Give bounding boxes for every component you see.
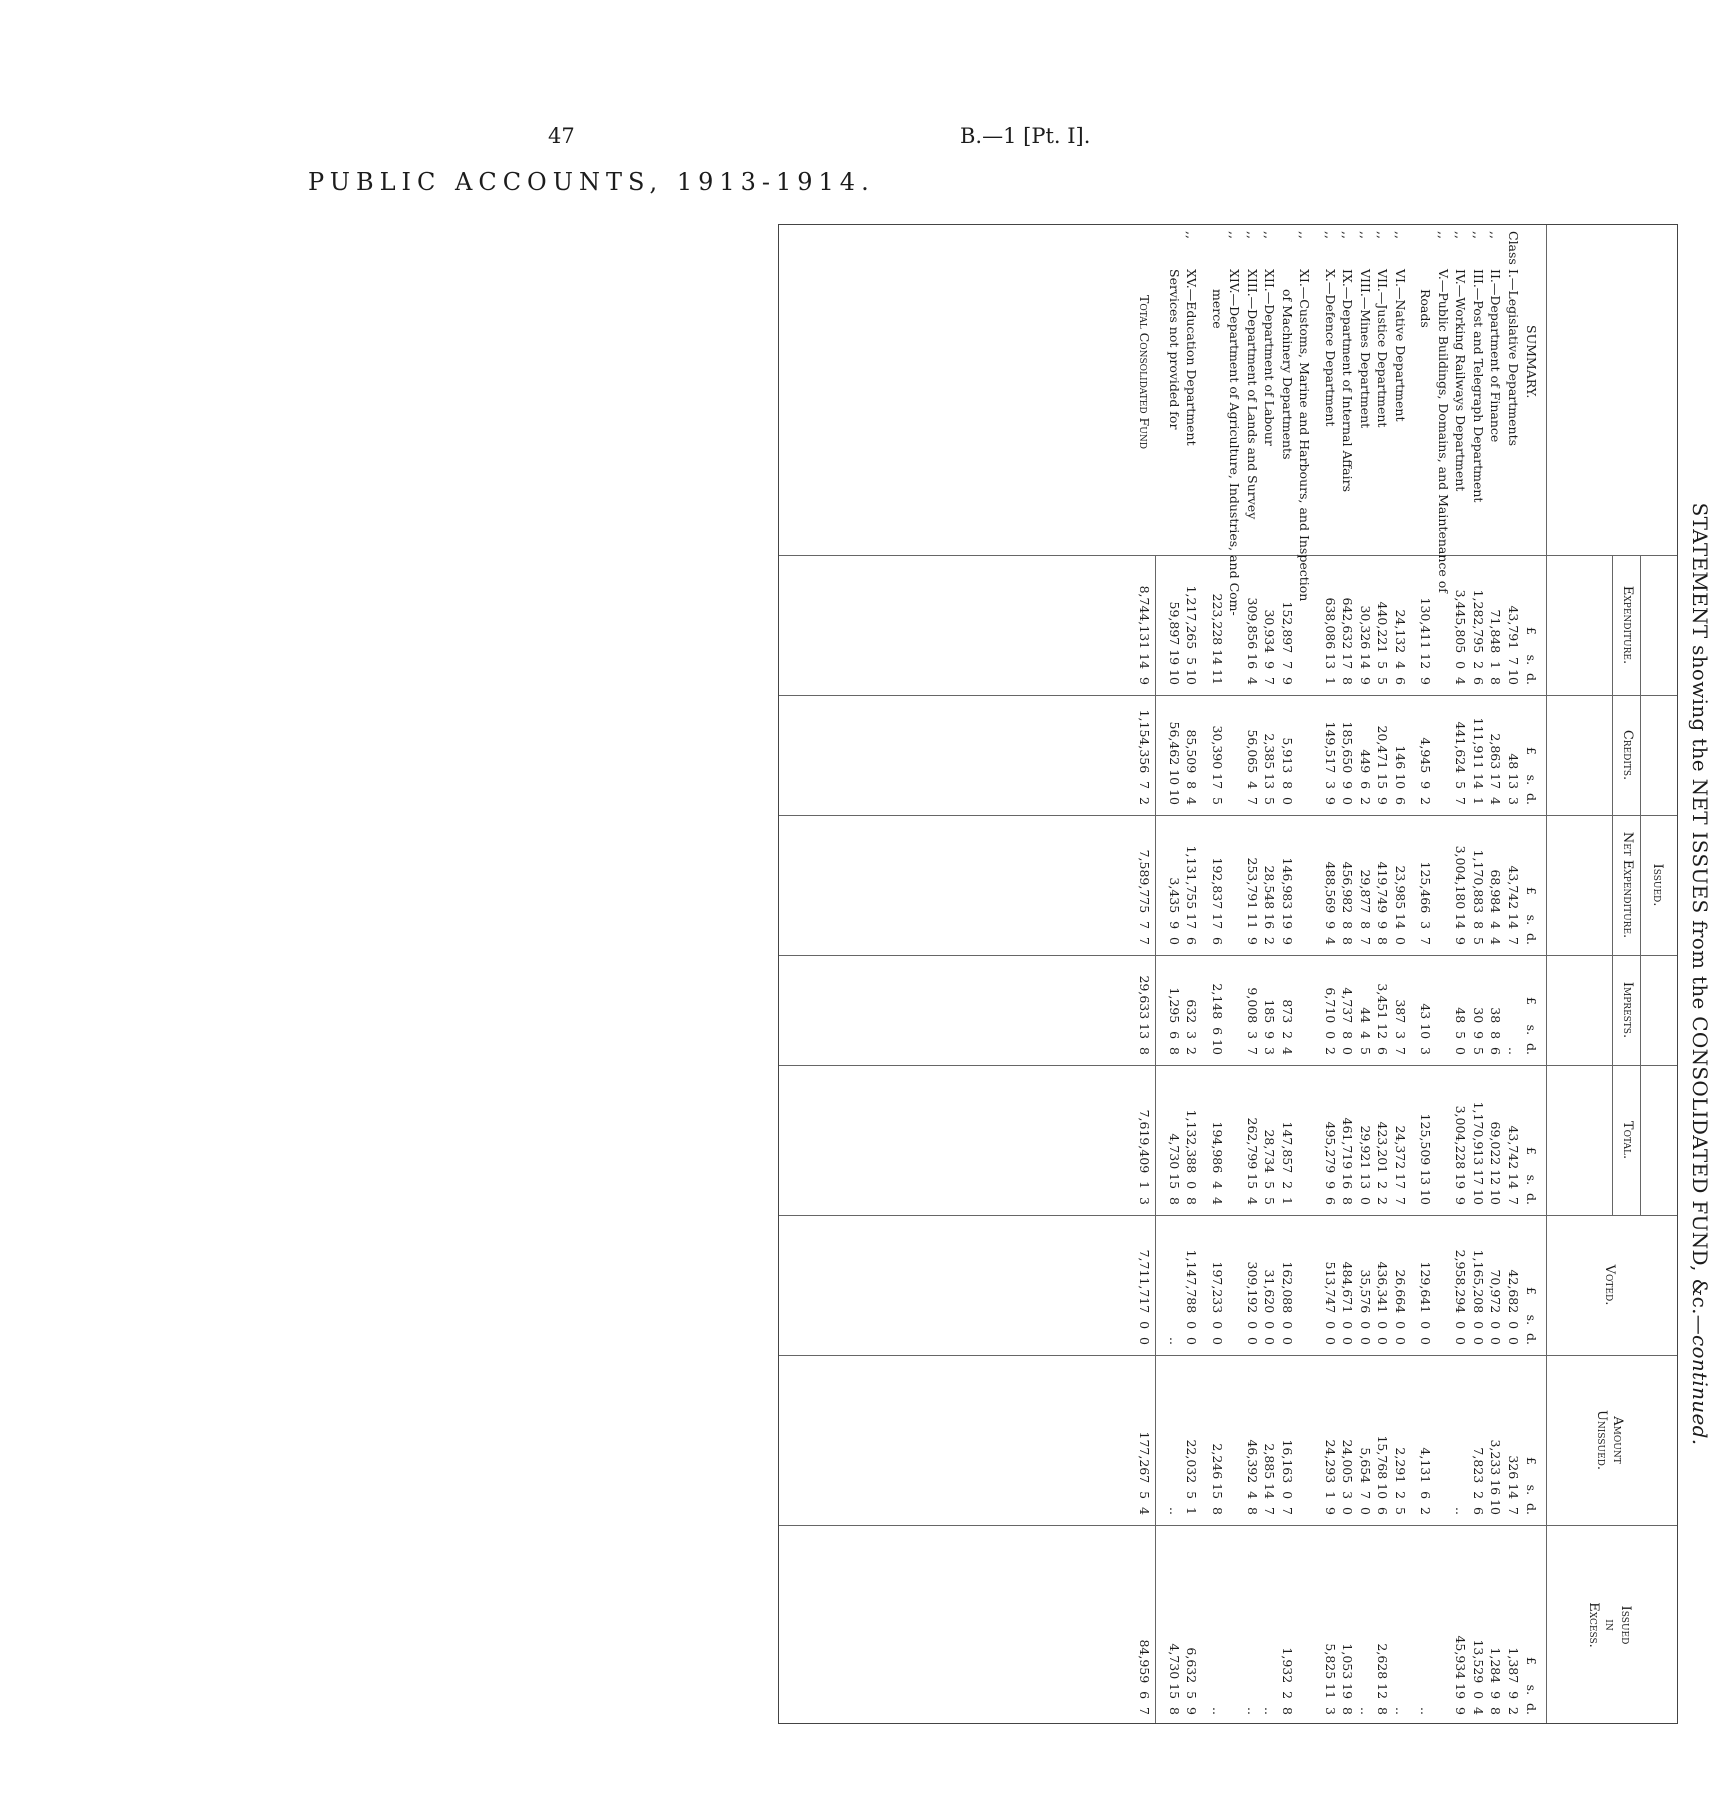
statement-heading-continued: continued. [1688, 1335, 1712, 1446]
table-cell: 326 14 7 [1506, 1455, 1521, 1515]
header-rule [1546, 225, 1547, 1723]
table-cell: 3,004,180 14 9 [1453, 845, 1469, 945]
table-cell: 185,650 9 0 [1340, 721, 1356, 805]
summary-heading: SUMMARY. [1524, 325, 1539, 399]
units-label: £ s. d. [1524, 1456, 1539, 1515]
table-cell: .. [1167, 1337, 1182, 1345]
row-label: VIII.—Mines Department [1358, 269, 1373, 429]
table-cell: 3,004,228 19 9 [1453, 1105, 1469, 1205]
table-cell: 7,823 2 6 [1471, 1447, 1486, 1515]
table-cell: 1,131,755 17 6 [1184, 845, 1200, 945]
total-label: Total Consolidated Fund [1137, 295, 1153, 449]
table-cell: 423,201 2 2 [1375, 1121, 1391, 1205]
table-cell: 1,295 6 8 [1167, 987, 1182, 1055]
table-cell: 2,246 15 8 [1210, 1443, 1225, 1515]
table-cell: 71,848 1 8 [1488, 609, 1504, 685]
row-label: V.—Public Buildings, Domains, and Maintenance of [1436, 269, 1451, 593]
table-cell: 1,932 2 8 [1280, 1647, 1295, 1715]
table-cell: .. [1506, 1047, 1521, 1055]
table-cell: 130,411 12 9 [1418, 597, 1434, 685]
table-cell: 4,730 15 8 [1167, 1643, 1182, 1715]
table-cell: 642,632 17 8 [1340, 597, 1356, 685]
table-cell: 495,279 9 6 [1323, 1121, 1338, 1205]
table-cell: 1,282,795 2 6 [1471, 589, 1486, 685]
amount-unissued-header-2: Unissued. [1594, 1409, 1609, 1471]
table-cell: 23,985 14 0 [1393, 865, 1408, 945]
table-cell: 194,986 4 4 [1210, 1121, 1225, 1205]
total-header: Total. [1620, 1120, 1635, 1160]
column-divider [779, 815, 1677, 816]
statement-table [778, 224, 1678, 1724]
row-class-prefix: Class [1506, 231, 1521, 265]
table-cell: 513,747 0 0 [1323, 1261, 1338, 1345]
statement-heading [1688, 224, 1712, 1724]
units-label: £ s. d. [1524, 886, 1539, 945]
row-label: II.—Department of Finance [1488, 269, 1504, 443]
table-cell: 68,984 4 4 [1488, 869, 1504, 945]
table-cell: 9,008 3 7 [1245, 987, 1260, 1055]
row-label: XIV.—Department of Agriculture, Industries, and Com- [1227, 269, 1243, 616]
table-cell: 38 8 6 [1488, 1007, 1504, 1055]
table-cell: .. [1262, 1707, 1278, 1715]
page-title: PUBLIC ACCOUNTS, 1913-1914. [308, 168, 875, 196]
row-label-continued: of Machinery Departments [1280, 289, 1295, 460]
table-cell: 2,958,294 0 0 [1453, 1249, 1469, 1345]
table-cell: 461,719 16 8 [1340, 1117, 1356, 1205]
table-cell: 4,131 6 2 [1418, 1447, 1434, 1515]
table-cell: 436,341 0 0 [1375, 1261, 1391, 1345]
table-cell: 1,170,883 8 5 [1471, 849, 1486, 945]
table-cell: 1,147,788 0 0 [1184, 1249, 1200, 1345]
row-label: VI.—Native Department [1393, 269, 1408, 422]
units-label: £ s. d. [1524, 996, 1539, 1055]
row-class-prefix: ,, [1488, 231, 1504, 239]
table-cell: 2,385 13 5 [1262, 733, 1278, 805]
table-cell: 30,390 17 5 [1210, 725, 1225, 805]
table-cell: 1,132,388 0 8 [1184, 1109, 1200, 1205]
table-cell: 2,148 6 10 [1210, 983, 1225, 1055]
table-cell: 2,885 14 7 [1262, 1443, 1278, 1515]
table-cell: 69,022 12 10 [1488, 1121, 1504, 1205]
table-cell: 2,291 2 5 [1393, 1447, 1408, 1515]
table-cell: 26,664 0 0 [1393, 1269, 1408, 1345]
table-cell: 5,654 7 0 [1358, 1447, 1373, 1515]
table-cell: 632 3 2 [1184, 999, 1200, 1055]
table-cell: 3,445,805 0 4 [1453, 589, 1469, 685]
table-cell: 309,856 16 4 [1245, 597, 1260, 685]
column-divider [779, 1215, 1677, 1216]
table-cell: 28,548 16 2 [1262, 865, 1278, 945]
table-cell: 46,392 4 8 [1245, 1439, 1260, 1515]
row-label: III.—Post and Telegraph Department [1471, 269, 1486, 503]
row-class-prefix: ,, [1262, 231, 1278, 239]
row-label: IX.—Department of Internal Affairs [1340, 269, 1356, 492]
net-expenditure-header: Net Expenditure. [1620, 831, 1635, 939]
table-cell: 185 9 3 [1262, 999, 1278, 1055]
table-cell: 223,228 14 11 [1210, 593, 1225, 685]
table-cell: 484,671 0 0 [1340, 1261, 1356, 1345]
table-cell: 28,734 5 5 [1262, 1129, 1278, 1205]
row-class-prefix: ,, [1393, 231, 1408, 239]
table-cell: 6,632 5 9 [1184, 1647, 1200, 1715]
table-cell: 70,972 0 0 [1488, 1269, 1504, 1345]
total-cell: 7,589,775 7 7 [1137, 849, 1153, 945]
row-label: XII.—Department of Labour [1262, 269, 1278, 446]
table-cell: 3,435 9 0 [1167, 877, 1182, 945]
row-label: I.—Legislative Departments [1506, 269, 1521, 447]
row-label-continued: merce [1210, 289, 1225, 329]
table-cell: 29,877 8 7 [1358, 869, 1373, 945]
voted-header: Voted. [1602, 1264, 1617, 1306]
page-number: 47 [548, 124, 575, 148]
table-cell: 43,742 14 7 [1506, 1125, 1521, 1205]
total-rule [1156, 555, 1157, 1723]
table-cell: 45,934 19 9 [1453, 1635, 1469, 1715]
table-cell: 4,945 9 2 [1418, 737, 1434, 805]
table-cell: .. [1245, 1707, 1260, 1715]
table-cell: 85,509 8 4 [1184, 729, 1200, 805]
row-label-continued: Roads [1418, 289, 1434, 328]
table-cell: 1,387 9 2 [1506, 1647, 1521, 1715]
page-reference: B.—1 [Pt. I]. [960, 124, 1091, 148]
table-cell: 30,934 9 7 [1262, 609, 1278, 685]
row-class-prefix: ,, [1323, 231, 1338, 239]
table-cell: 43,742 14 7 [1506, 865, 1521, 945]
total-cell: 1,154,356 7 2 [1137, 709, 1153, 805]
units-label: £ s. d. [1524, 1146, 1539, 1205]
table-cell: 309,192 0 0 [1245, 1261, 1260, 1345]
table-cell: 125,509 13 10 [1418, 1113, 1434, 1205]
total-cell: 7,619,409 1 3 [1137, 1109, 1153, 1205]
sub-rule [1612, 555, 1613, 1215]
table-cell: 441,624 5 7 [1453, 721, 1469, 805]
table-cell: 43,791 7 10 [1506, 605, 1521, 685]
table-cell: 48 13 3 [1506, 753, 1521, 805]
table-cell: 1,165,208 0 0 [1471, 1249, 1486, 1345]
table-cell: 20,471 15 9 [1375, 725, 1391, 805]
table-cell: 262,799 15 4 [1245, 1117, 1260, 1205]
column-divider [779, 1525, 1677, 1526]
units-label: £ s. d. [1524, 746, 1539, 805]
table-cell: 111,911 14 1 [1471, 717, 1486, 805]
table-cell: 43 10 3 [1418, 1003, 1434, 1055]
table-cell: .. [1393, 1707, 1408, 1715]
table-cell: 15,768 10 6 [1375, 1435, 1391, 1515]
total-cell: 177,267 5 4 [1137, 1431, 1153, 1515]
amount-unissued-header-1: Amount [1610, 1416, 1625, 1464]
credits-header: Credits. [1620, 729, 1635, 781]
table-cell: 30,326 14 9 [1358, 605, 1373, 685]
table-cell: 129,641 0 0 [1418, 1261, 1434, 1345]
issued-in-excess-header-1: Issued [1618, 1605, 1633, 1645]
table-cell: 1,170,913 17 10 [1471, 1101, 1486, 1205]
total-cell: 84,959 6 7 [1137, 1639, 1153, 1715]
row-class-prefix: ,, [1471, 231, 1486, 239]
table-cell: 2,863 17 4 [1488, 733, 1504, 805]
table-cell: 44 4 5 [1358, 1007, 1373, 1055]
table-cell: 24,132 4 6 [1393, 609, 1408, 685]
table-cell: 2,628 12 8 [1375, 1643, 1391, 1715]
column-divider [779, 1355, 1677, 1356]
table-cell: 449 6 2 [1358, 749, 1373, 805]
issued-in-excess-header-2: in [1602, 1619, 1617, 1631]
table-cell: .. [1453, 1507, 1469, 1515]
table-cell: 24,372 17 7 [1393, 1125, 1408, 1205]
table-cell: .. [1418, 1707, 1434, 1715]
table-cell: 456,982 8 8 [1340, 861, 1356, 945]
row-class-prefix: ,, [1297, 231, 1313, 239]
total-cell: 7,711,717 0 0 [1137, 1249, 1153, 1345]
row-label: VII.—Justice Department [1375, 269, 1391, 428]
issued-in-excess-header-3: Excess. [1586, 1602, 1601, 1648]
row-class-prefix: ,, [1453, 231, 1469, 239]
units-label: £ s. d. [1524, 1656, 1539, 1715]
table-cell: 162,088 0 0 [1280, 1261, 1295, 1345]
table-cell: 192,837 17 6 [1210, 857, 1225, 945]
issued-rule [1640, 555, 1641, 1215]
table-cell: 873 2 4 [1280, 999, 1295, 1055]
table-cell: 42,682 0 0 [1506, 1269, 1521, 1345]
table-cell: 22,032 5 1 [1184, 1439, 1200, 1515]
table-cell: 638,086 13 1 [1323, 597, 1338, 685]
units-label: £ s. d. [1524, 1286, 1539, 1345]
table-cell: 3,451 12 6 [1375, 983, 1391, 1055]
row-label: IV.—Working Railways Department [1453, 269, 1469, 492]
column-divider [779, 1065, 1677, 1066]
table-cell: 125,466 3 7 [1418, 861, 1434, 945]
row-class-prefix: ,, [1340, 231, 1356, 239]
column-divider [779, 955, 1677, 956]
table-cell: 1,217,265 5 10 [1184, 585, 1200, 685]
table-cell: 13,529 0 4 [1471, 1639, 1486, 1715]
table-cell: 56,065 4 7 [1245, 729, 1260, 805]
table-cell: 29,921 13 0 [1358, 1125, 1373, 1205]
table-cell: 3,233 16 10 [1488, 1439, 1504, 1515]
total-cell: 29,633 13 8 [1137, 975, 1153, 1055]
statement-heading-text: STATEMENT showing the NET ISSUES from the CONSOLIDATED FUND, &c.— [1688, 502, 1712, 1336]
table-cell: 31,620 0 0 [1262, 1269, 1278, 1345]
units-label: £ s. d. [1524, 626, 1539, 685]
table-cell: 5,825 11 3 [1323, 1643, 1338, 1715]
table-cell: 6,710 0 2 [1323, 987, 1338, 1055]
table-cell: 387 3 7 [1393, 999, 1408, 1055]
row-label: X.—Defence Department [1323, 269, 1338, 427]
table-cell: 147,857 2 1 [1280, 1121, 1295, 1205]
table-cell: 4,737 8 0 [1340, 987, 1356, 1055]
row-label: XI.—Customs, Marine and Harbours, and Inspection [1297, 269, 1313, 602]
table-cell: 48 5 0 [1453, 1007, 1469, 1055]
table-cell: 30 9 5 [1471, 1007, 1486, 1055]
column-divider [779, 695, 1677, 696]
table-cell: 1,284 9 8 [1488, 1647, 1504, 1715]
issued-header: Issued. [1650, 863, 1665, 907]
row-label: Services not provided for [1167, 269, 1182, 430]
row-class-prefix: ,, [1245, 231, 1260, 239]
table-cell: 146 10 6 [1393, 745, 1408, 805]
table-cell: .. [1358, 1707, 1373, 1715]
table-cell: 56,462 10 10 [1167, 721, 1182, 805]
table-cell: 24,005 3 0 [1340, 1439, 1356, 1515]
table-cell: 59,897 19 10 [1167, 601, 1182, 685]
table-cell: .. [1210, 1707, 1225, 1715]
row-class-prefix: ,, [1227, 231, 1243, 239]
row-label: XV.—Education Department [1184, 269, 1200, 446]
rotated-statement [750, 224, 1712, 1724]
row-class-prefix: ,, [1436, 231, 1451, 239]
table-cell: 16,163 0 7 [1280, 1439, 1295, 1515]
row-class-prefix: ,, [1184, 231, 1200, 239]
table-cell: 146,983 19 9 [1280, 857, 1295, 945]
table-cell: 440,221 5 5 [1375, 601, 1391, 685]
table-cell: 5,913 8 0 [1280, 737, 1295, 805]
table-cell: 35,576 0 0 [1358, 1269, 1373, 1345]
table-cell: 4,730 15 8 [1167, 1133, 1182, 1205]
table-cell: 419,749 9 8 [1375, 861, 1391, 945]
imprests-header: Imprests. [1620, 981, 1635, 1039]
row-class-prefix: ,, [1358, 231, 1373, 239]
row-class-prefix: ,, [1375, 231, 1391, 239]
total-cell: 8,744,131 14 9 [1137, 585, 1153, 685]
table-cell: 152,897 7 9 [1280, 601, 1295, 685]
table-cell: 1,053 19 8 [1340, 1643, 1356, 1715]
row-label: XIII.—Department of Lands and Survey [1245, 269, 1260, 520]
table-cell: .. [1167, 1507, 1182, 1515]
table-cell: 24,293 1 9 [1323, 1439, 1338, 1515]
table-cell: 253,791 11 9 [1245, 857, 1260, 945]
table-cell: 488,569 9 4 [1323, 861, 1338, 945]
table-cell: 149,517 3 9 [1323, 721, 1338, 805]
expenditure-header: Expenditure. [1620, 585, 1635, 665]
table-cell: 197,233 0 0 [1210, 1261, 1225, 1345]
